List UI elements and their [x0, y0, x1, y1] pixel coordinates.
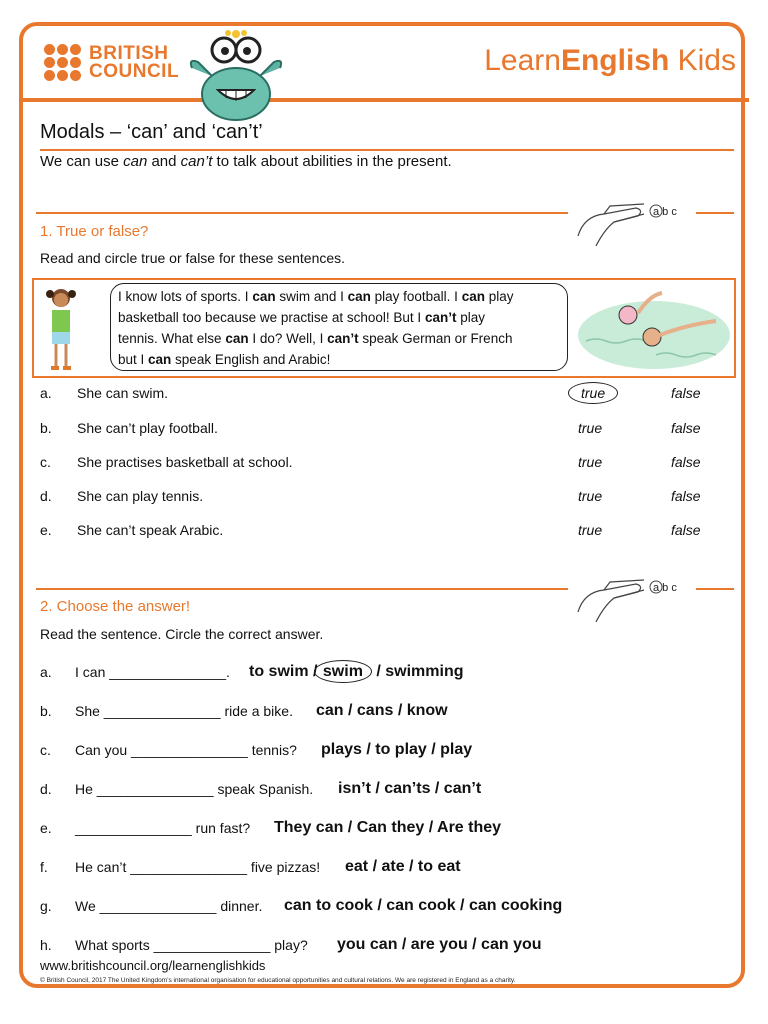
false-option-b[interactable]: false	[671, 420, 701, 436]
false-option-e[interactable]: false	[671, 522, 701, 538]
false-option-d[interactable]: false	[671, 488, 701, 504]
true-option-c[interactable]: true	[578, 454, 603, 470]
story-line-1: I know lots of sports. I can swim and I can play football. I can play	[118, 289, 514, 304]
q-options-a[interactable]: to swim / swim / swimming	[249, 663, 464, 681]
item-text-a: She can swim.	[77, 385, 169, 401]
footer-legal: © British Council, 2017 The United Kingdom’s international organisation for educational opportunities and cultural relations. We are registered in England as a charity.	[40, 977, 516, 984]
learnenglish-kids-logo[interactable]: LearnEnglish Kids	[484, 44, 736, 77]
brand-line-1: BRITISH	[89, 42, 169, 64]
worksheet-title: Modals – ‘can’ and ‘can’t’	[40, 121, 263, 143]
section1-rule-left	[36, 212, 568, 214]
true-option-e[interactable]: true	[578, 522, 603, 538]
logo-dots-icon	[44, 44, 81, 81]
item-text-d: She can play tennis.	[77, 488, 204, 504]
section2-rule-left	[36, 588, 568, 590]
intro-text: We can use can and can’t to talk about abilities in the present.	[40, 153, 452, 170]
q-letter-b: b.	[40, 703, 52, 719]
section2-instruction: Read the sentence. Circle the correct answer.	[40, 626, 324, 642]
q-options-f[interactable]: eat / ate / to eat	[345, 858, 461, 875]
false-option-c[interactable]: false	[671, 454, 701, 470]
item-letter-e: e.	[40, 522, 52, 538]
story-line-3: tennis. What else can I do? Well, I can’t speak German or French	[118, 331, 513, 346]
q-letter-a: a.	[40, 664, 52, 680]
item-letter-d: d.	[40, 488, 52, 504]
monster-mascot-icon	[186, 28, 286, 124]
item-letter-c: c.	[40, 454, 51, 470]
q-letter-d: d.	[40, 781, 52, 797]
svg-text:a b c: a b c	[653, 582, 677, 594]
q-text-d: He _______________ speak Spanish.	[75, 781, 314, 797]
item-letter-b: b.	[40, 420, 52, 436]
q-text-f: He can’t _______________ five pizzas!	[75, 859, 321, 875]
footer-url-link[interactable]: www.britishcouncil.org/learnenglishkids	[40, 958, 266, 973]
section1-heading: 1. True or false?	[40, 223, 149, 240]
q-text-c: Can you _______________ tennis?	[75, 742, 297, 758]
british-council-logo[interactable]	[44, 44, 179, 81]
q-letter-c: c.	[40, 742, 51, 758]
story-line-2: basketball too because we practise at school! But I can’t play	[118, 310, 485, 325]
story-line-4: but I can speak English and Arabic!	[118, 352, 331, 367]
swimmers-image-icon	[576, 285, 732, 371]
girl-character-icon	[36, 284, 86, 374]
brand-line-2: COUNCIL	[89, 60, 180, 82]
writing-hand-icon	[574, 196, 704, 252]
q-letter-h: h.	[40, 937, 52, 953]
q-letter-f: f.	[40, 859, 48, 875]
q-options-g[interactable]: can to cook / can cook / can cooking	[284, 897, 563, 914]
item-text-e: She can’t speak Arabic.	[77, 522, 224, 538]
q-text-h: What sports _______________ play?	[75, 937, 308, 953]
true-option-b[interactable]: true	[578, 420, 603, 436]
section2-heading: 2. Choose the answer!	[40, 598, 191, 615]
section1-instruction: Read and circle true or false for these sentences.	[40, 250, 346, 266]
false-option-a[interactable]: false	[671, 385, 701, 401]
true-option-a[interactable]: true	[580, 385, 618, 401]
item-text-b: She can’t play football.	[77, 420, 218, 436]
q-options-d[interactable]: isn’t / can’ts / can’t	[338, 780, 482, 797]
q-letter-g: g.	[40, 898, 52, 914]
q-options-e[interactable]: They can / Can they / Are they	[274, 819, 502, 836]
story-text	[118, 286, 564, 370]
svg-text:a b c: a b c	[653, 206, 677, 218]
q-options-h[interactable]: you can / are you / can you	[337, 936, 542, 953]
q-letter-e: e.	[40, 820, 52, 836]
item-letter-a: a.	[40, 385, 52, 401]
q-options-c[interactable]: plays / to play / play	[321, 741, 473, 758]
q-text-a: I can _______________.	[75, 664, 230, 680]
item-text-c: She practises basketball at school.	[77, 454, 293, 470]
q-options-b[interactable]: can / cans / know	[316, 702, 448, 719]
header-rule	[19, 98, 749, 102]
writing-hand-icon-2	[574, 572, 704, 628]
true-option-d[interactable]: true	[578, 488, 603, 504]
q-text-g: We _______________ dinner.	[75, 898, 263, 914]
q-text-e: _______________ run fast?	[75, 820, 251, 836]
title-underline	[40, 149, 734, 151]
q-text-b: She _______________ ride a bike.	[75, 703, 293, 719]
